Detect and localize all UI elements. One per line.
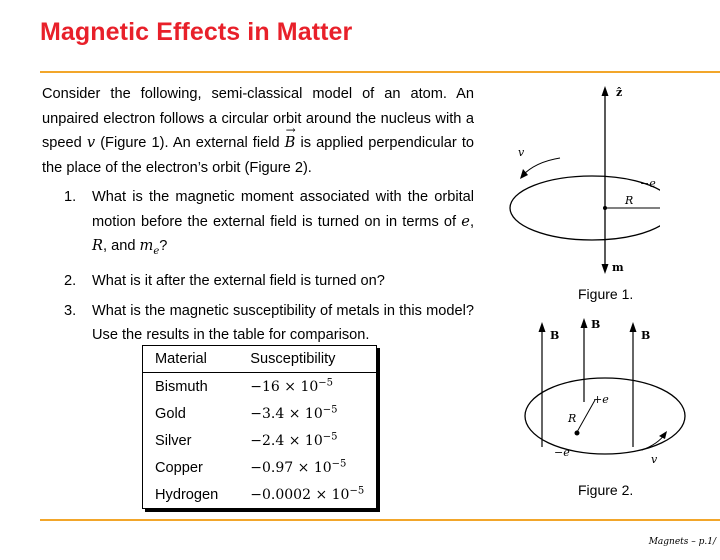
b-label-center: B xyxy=(591,318,601,331)
b-label-left: B xyxy=(550,329,560,342)
table-row xyxy=(143,427,377,454)
value-mantissa: −0.97 × 10 xyxy=(250,460,332,477)
question-number: 3. xyxy=(64,302,77,319)
r-label: R xyxy=(625,194,634,207)
title-divider xyxy=(40,71,720,73)
field-vector-symbol: → B xyxy=(285,131,296,156)
material-cell: Hydrogen xyxy=(155,486,219,503)
value-exponent: −5 xyxy=(322,404,338,416)
m-label: m xyxy=(612,261,624,274)
v-label: v xyxy=(518,146,525,159)
value-exponent: −5 xyxy=(322,431,338,443)
nucleus-dot xyxy=(603,206,607,210)
b-label-right: B xyxy=(641,329,651,342)
footer-divider xyxy=(40,519,720,521)
z-axis-arrowhead xyxy=(602,86,609,96)
b-arrowhead-left xyxy=(539,322,546,332)
velocity-arrowhead xyxy=(659,431,667,439)
intro-text-1: Consider the following, semi-classical model of an atom. An unpaired electron follows a circular orbit around the nucleus with a speed xyxy=(42,86,474,151)
table-row xyxy=(143,400,377,427)
r-label: R xyxy=(568,412,577,425)
mass-symbol xyxy=(139,237,160,257)
figure-1-orbit-diagram xyxy=(500,80,660,280)
table-row xyxy=(143,481,377,509)
value-mantissa: −0.0002 × 10 xyxy=(250,487,350,504)
figure-1-caption: Figure 1. xyxy=(578,286,634,302)
question-number: 2. xyxy=(64,273,77,290)
question-text: What is it after the external field is turned on? xyxy=(92,273,385,290)
material-cell: Gold xyxy=(155,405,186,422)
intro-paragraph xyxy=(42,82,474,180)
electron-dot xyxy=(575,431,580,436)
footer-page-label: Magnets – p.1/ xyxy=(648,537,716,547)
value-mantissa: −16 × 10 xyxy=(250,379,319,396)
minus-e-label: −e xyxy=(554,446,570,459)
figure-2-caption: Figure 2. xyxy=(578,482,634,498)
question-1 xyxy=(42,185,474,264)
question-3 xyxy=(42,299,474,348)
velocity-arrowhead xyxy=(520,169,528,179)
question-end: ? xyxy=(159,238,168,254)
separator: , xyxy=(469,213,474,230)
velocity-symbol: v xyxy=(86,134,96,151)
mass-subscript: e xyxy=(153,245,160,257)
question-number: 1. xyxy=(64,189,77,205)
value-mantissa: −3.4 × 10 xyxy=(250,406,323,423)
plus-e-label: +e xyxy=(593,393,609,406)
question-text: What is the magnetic susceptibility of metals in this model? Use the results in the table for comparison. xyxy=(92,302,474,344)
value-cell xyxy=(238,373,376,401)
susceptibility-table xyxy=(142,345,377,509)
mass-letter: m xyxy=(139,237,154,254)
electron-label: −e xyxy=(640,177,656,190)
question-list xyxy=(42,185,474,353)
value-exponent: −5 xyxy=(331,458,347,470)
z-label: ẑ xyxy=(616,86,623,99)
b-arrowhead-center xyxy=(581,318,588,328)
value-cell xyxy=(238,400,376,427)
b-arrowhead-right xyxy=(630,322,637,332)
table-header-row xyxy=(143,346,377,373)
question-text: What is the magnetic moment associated with the orbital motion before the external field is turned on in terms of xyxy=(92,189,474,230)
table-row xyxy=(143,373,377,401)
figure-2-field-diagram xyxy=(520,312,690,472)
page-title: Magnetic Effects in Matter xyxy=(40,18,353,46)
value-mantissa: −2.4 × 10 xyxy=(250,433,323,450)
table-row xyxy=(143,454,377,481)
intro-text-3: is applied perpendicular to the place of the electron’s orbit (Figure 2). xyxy=(42,135,474,176)
m-arrowhead xyxy=(602,264,609,274)
material-cell: Silver xyxy=(155,432,192,449)
value-cell xyxy=(238,481,376,509)
material-cell: Copper xyxy=(155,459,203,476)
intro-text-2: (Figure 1). An external field xyxy=(95,135,285,151)
header-susceptibility: Susceptibility xyxy=(238,346,376,373)
header-material: Material xyxy=(143,346,239,373)
velocity-arc xyxy=(522,158,560,176)
separator: , and xyxy=(103,238,140,254)
value-exponent: −5 xyxy=(349,485,365,497)
value-cell xyxy=(238,427,376,454)
radius-symbol: R xyxy=(92,237,103,254)
value-exponent: −5 xyxy=(318,377,334,389)
orbit-ellipse xyxy=(525,378,685,454)
charge-symbol: e xyxy=(461,212,470,230)
question-2 xyxy=(42,269,474,294)
material-cell: Bismuth xyxy=(155,378,208,395)
value-cell xyxy=(238,454,376,481)
v-label: v xyxy=(651,453,658,466)
